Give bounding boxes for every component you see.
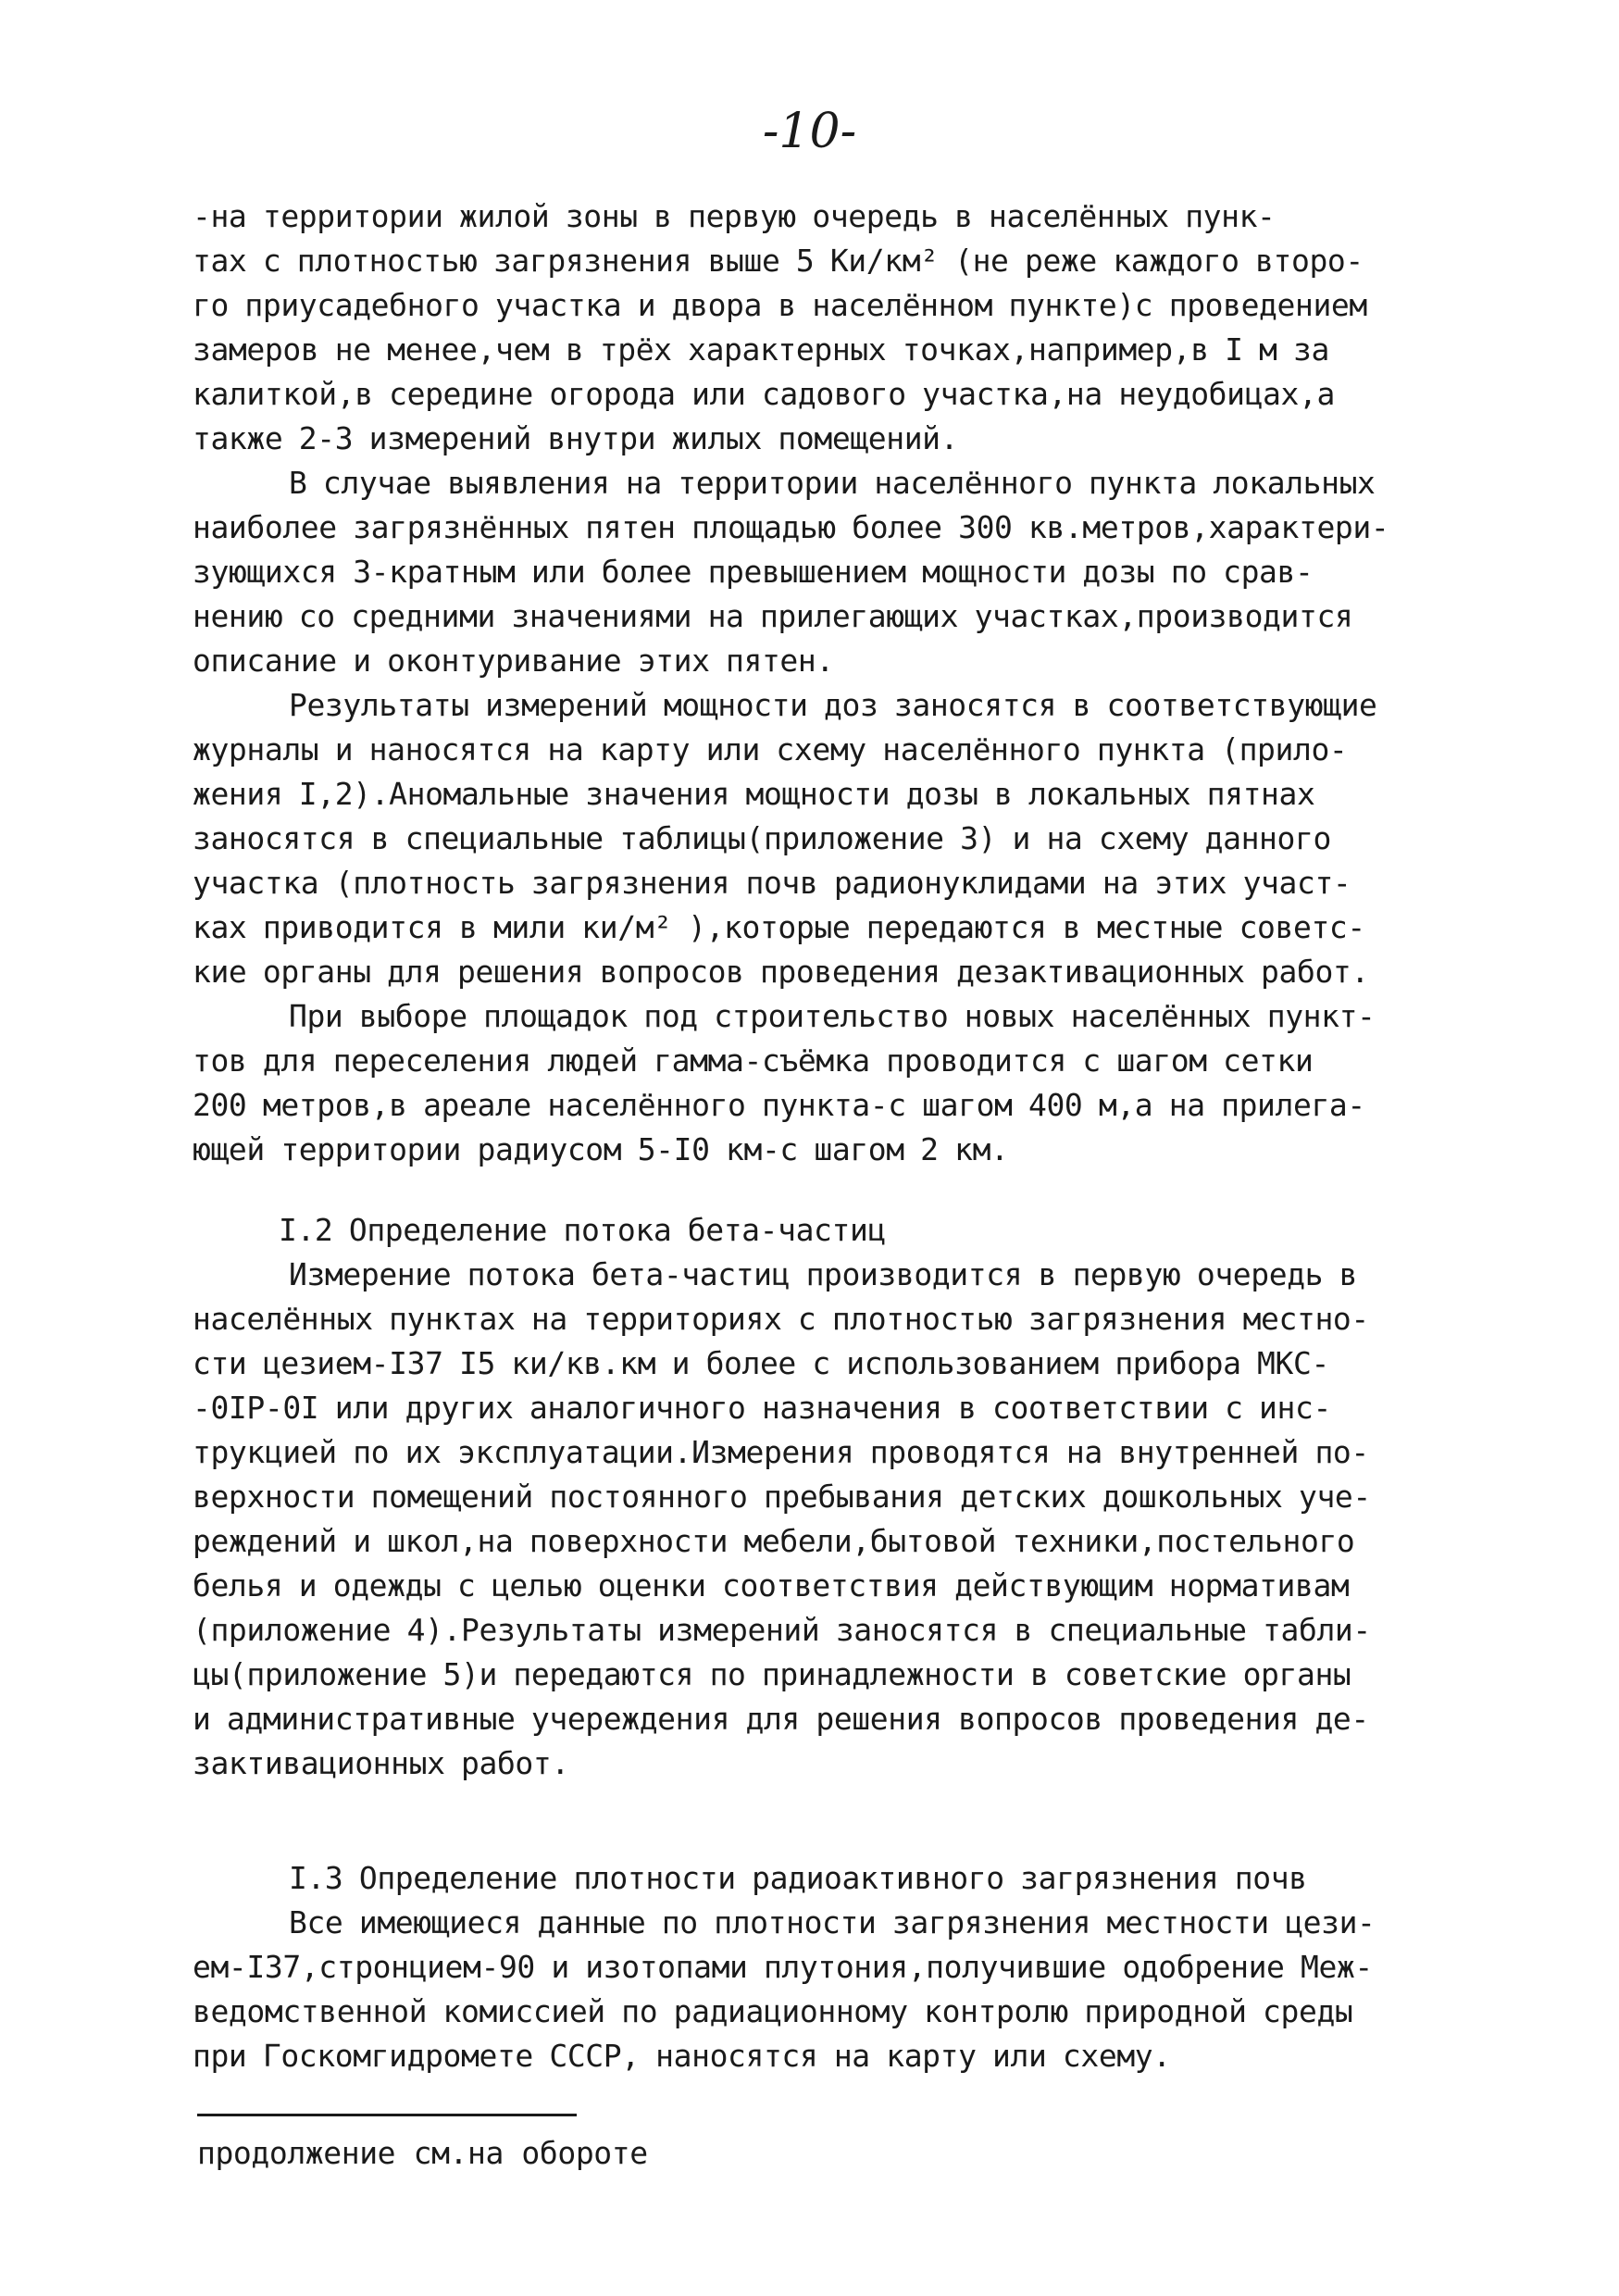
- body-line: зующихся 3-кратным или более превышением мощности дозы по срав-: [193, 554, 1314, 590]
- body-line: нению со средними значениями на прилегающих участках,производится: [193, 598, 1353, 634]
- body-line: сти цезием-I37 I5 ки/кв.км и более с использованием прибора МКС-: [193, 1345, 1329, 1381]
- body-line: белья и одежды с целью оценки соответствия действующим нормативам: [193, 1567, 1350, 1603]
- body-line: цы(приложение 5)и передаются по принадлежности в советские органы: [193, 1656, 1351, 1692]
- body-line: ведомственной комиссией по радиационному контролю природной среды: [193, 1993, 1353, 2029]
- section-heading: I.2 Определение потока бета-частиц: [279, 1212, 886, 1248]
- body-line: зактивационных работ.: [193, 1745, 569, 1781]
- body-line: населённых пунктах на территориях с плотностью загрязнения местно-: [193, 1301, 1369, 1337]
- body-line: 200 метров,в ареале населённого пункта-с шагом 400 м,а на прилега-: [193, 1087, 1365, 1123]
- body-line: тах с плотностью загрязнения выше 5 Ки/км² (не реже каждого второ-: [193, 243, 1364, 279]
- body-line: кие органы для решения вопросов проведения дезактивационных работ.: [193, 954, 1369, 990]
- body-line: верхности помещений постоянного пребывания детских дошкольных уче-: [193, 1479, 1371, 1515]
- footnote: продолжение см.на обороте: [197, 2135, 648, 2171]
- section-1-2: [193, 1208, 1461, 1786]
- body-line: описание и оконтуривание этих пятен.: [193, 643, 834, 679]
- body-line: калиткой,в середине огорода или садового участка,на неудобицах,а: [193, 376, 1335, 412]
- body-line: тов для переселения людей гамма-съёмка проводится с шагом сетки: [193, 1042, 1314, 1079]
- body-line: заносятся в специальные таблицы(приложение 3) и на схему данного: [193, 820, 1331, 856]
- body-line: при Госкомгидромете СССР, наносятся на карту или схему.: [193, 2038, 1171, 2074]
- body-line: наиболее загрязнённых пятен площадью более 300 кв.метров,характери-: [193, 509, 1389, 545]
- body-line: -0IР-0I или других аналогичного назначения в соответствии с инс-: [193, 1390, 1331, 1426]
- body-line: журналы и наносятся на карту или схему населённого пункта (прило-: [193, 731, 1348, 767]
- body-line: го приусадебного участка и двора в населённом пункте)с проведением: [193, 287, 1367, 323]
- body-line: -на территории жилой зоны в первую очередь в населённых пунк-: [193, 198, 1276, 234]
- section-1-3: [193, 1856, 1461, 2078]
- body-line: жения I,2).Аномальные значения мощности дозы в локальных пятнах: [193, 776, 1315, 812]
- body-line: Результаты измерений мощности доз заносятся в соответствующие: [289, 687, 1377, 723]
- body-line: участка (плотность загрязнения почв радионуклидами на этих участ-: [193, 865, 1351, 901]
- body-line: (приложение 4).Результаты измерений заносятся в специальные табли-: [193, 1612, 1371, 1648]
- body-line: трукцией по их эксплуатации.Измерения проводятся на внутренней по-: [193, 1434, 1369, 1470]
- page-number: -10-: [762, 104, 857, 159]
- section-heading: I.3 Определение плотности радиоактивного загрязнения почв: [289, 1860, 1307, 1896]
- body-line: и административные учереждения для решения вопросов проведения де-: [193, 1701, 1369, 1737]
- body-line: ках приводится в мили ки/м² ),которые передаются в местные советс-: [193, 909, 1365, 945]
- body-line: также 2-3 измерений внутри жилых помещений.: [193, 420, 959, 456]
- body-line: При выборе площадок под строительство новых населённых пункт-: [289, 998, 1376, 1034]
- body-line: ем-I37,стронцием-90 и изотопами плутония,получившие одобрение Меж-: [193, 1949, 1373, 1985]
- body-line: Все имеющиеся данные по плотности загрязнения местности цези-: [289, 1904, 1376, 1940]
- body-line: Измерение потока бета-частиц производится в первую очередь в: [289, 1256, 1358, 1292]
- page-body: [193, 194, 1461, 1172]
- body-line: В случае выявления на территории населённого пункта локальных: [289, 465, 1376, 501]
- body-line: замеров не менее,чем в трёх характерных точках,например,в I м за: [193, 331, 1329, 368]
- footnote-divider: [197, 2114, 577, 2116]
- body-line: реждений и школ,на поверхности мебели,бытовой техники,постельного: [193, 1523, 1355, 1559]
- body-line: ющей территории радиусом 5-I0 км-с шагом 2 км.: [193, 1131, 1009, 1167]
